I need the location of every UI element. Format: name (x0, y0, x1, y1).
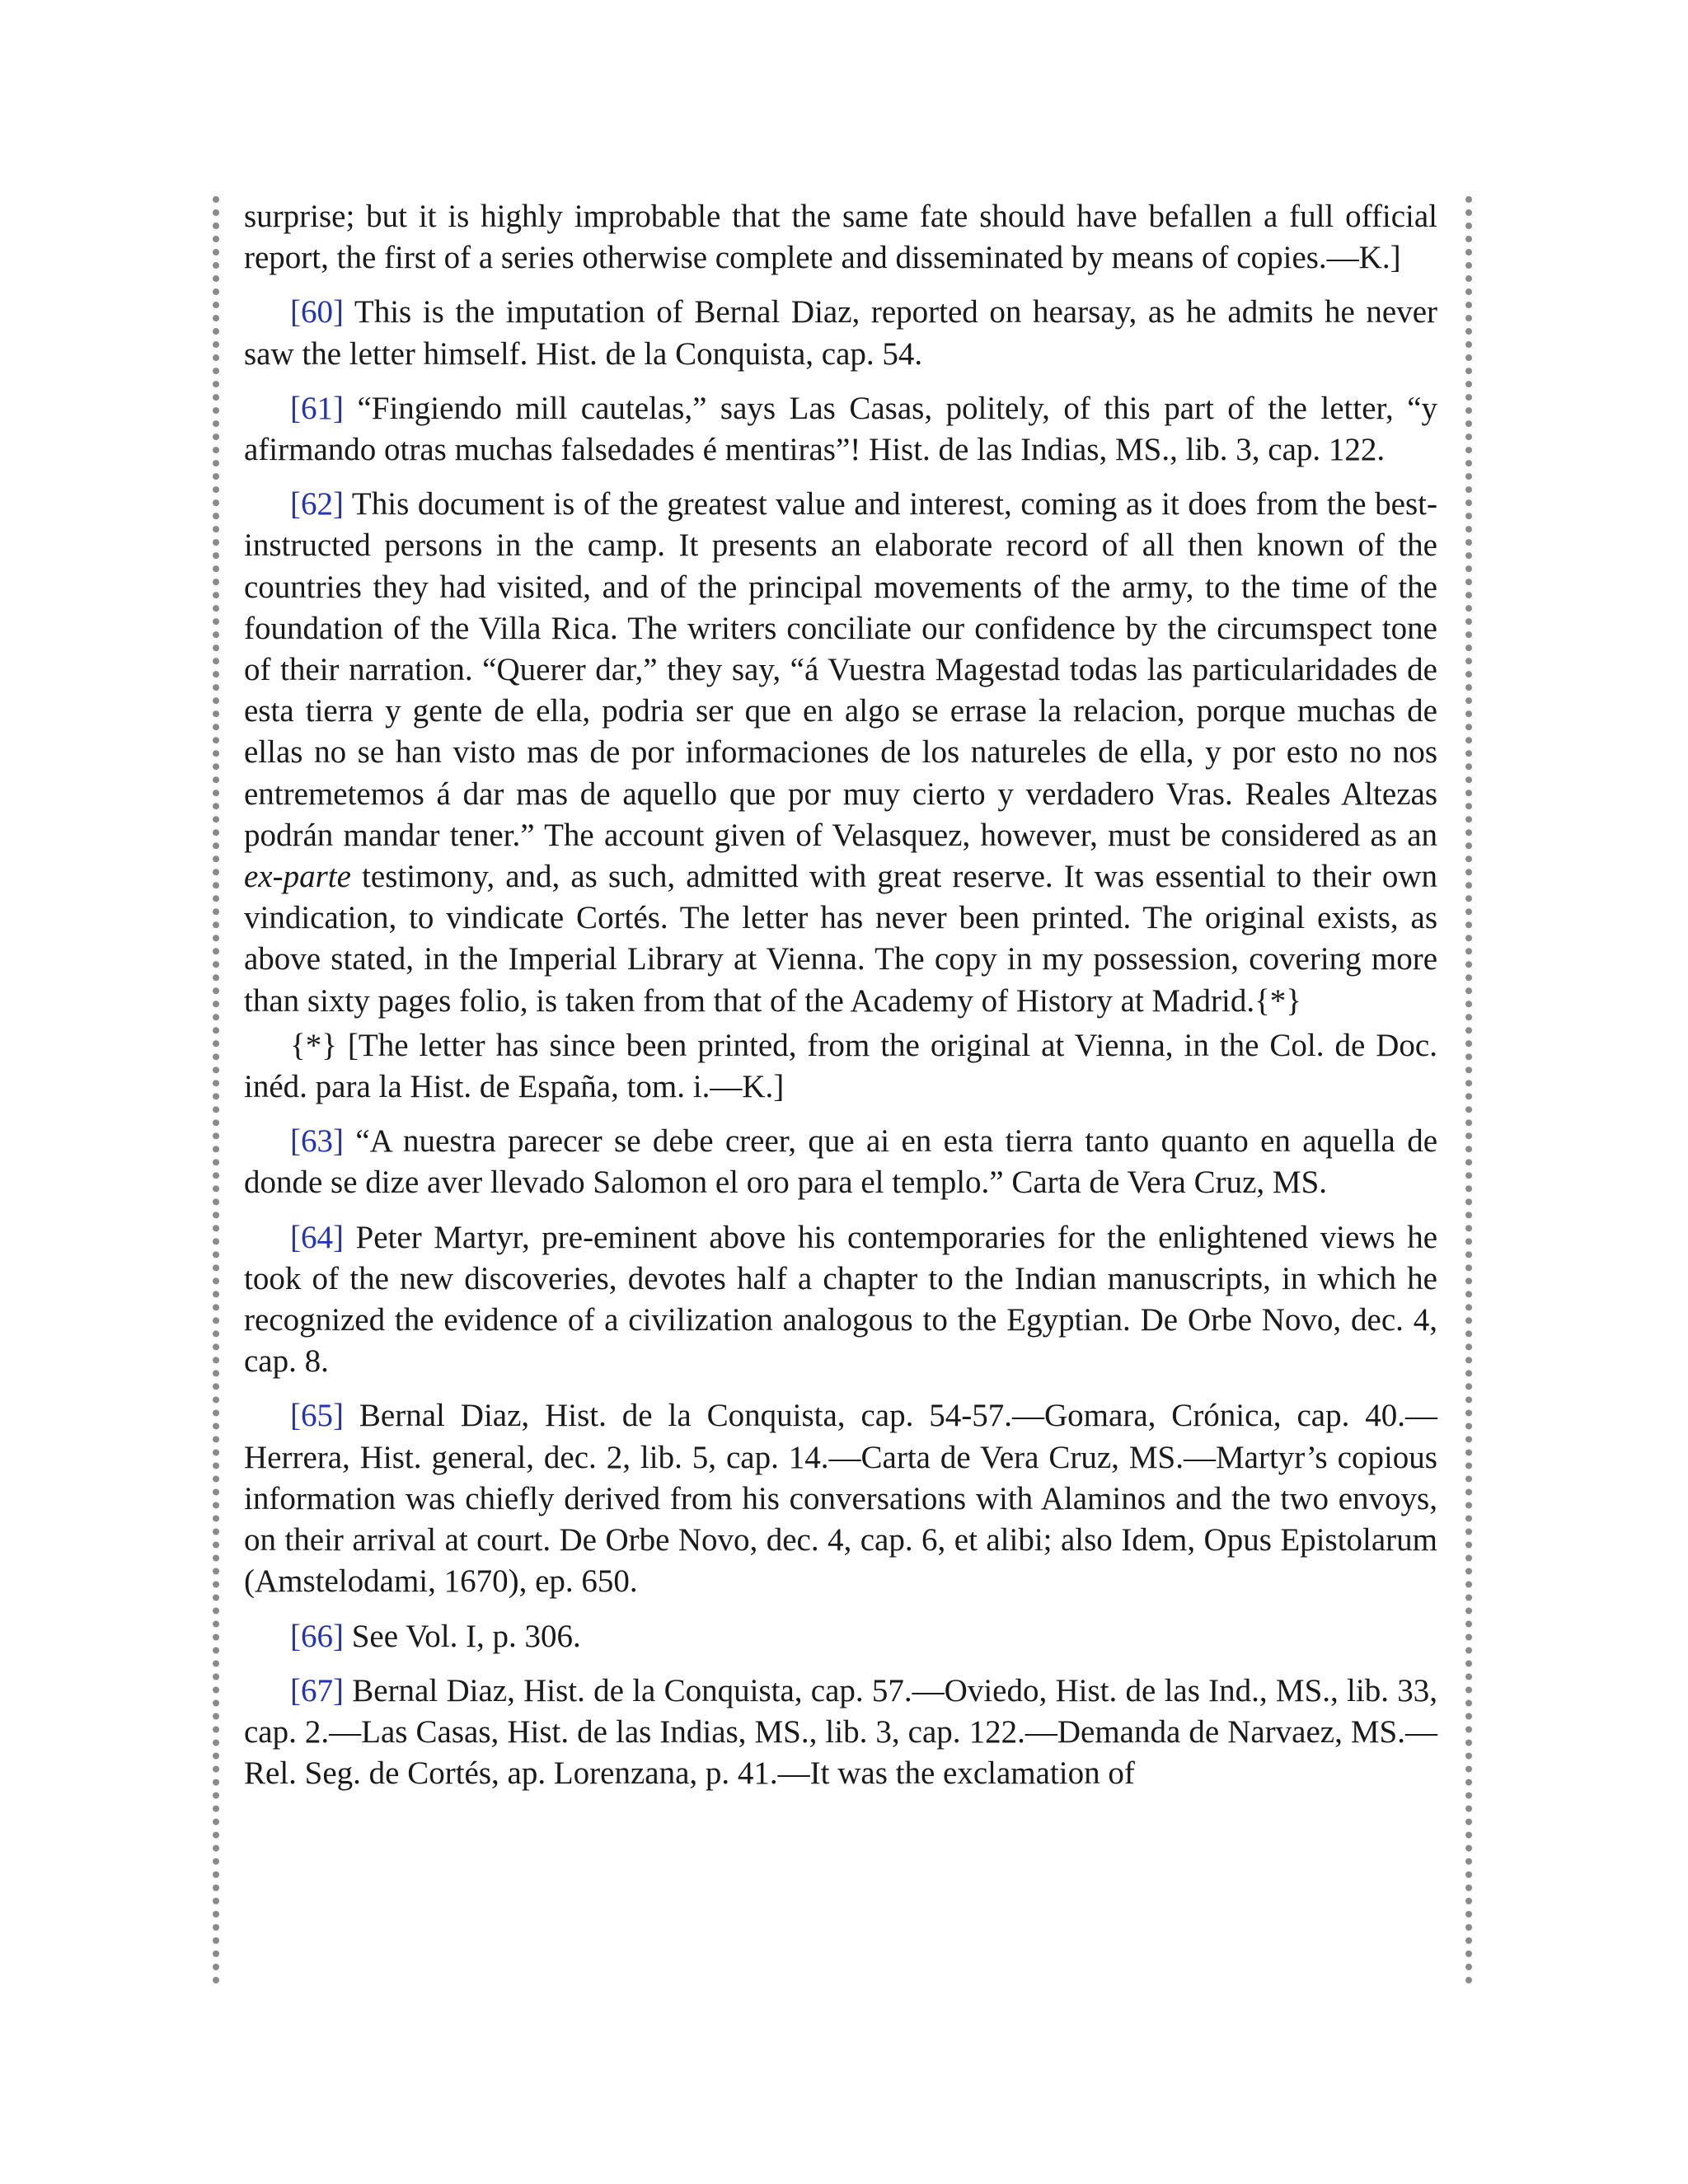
note-text: “A nuestra parecer se debe creer, que ai en esta tierra tanto quanto en aquella de donde se dize aver llevado Salomon el oro para el templo.” Carta de Vera Cruz, MS. (244, 1123, 1438, 1201)
note-text: See Vol. I, p. 306. (351, 1618, 581, 1654)
footnote-62 (244, 484, 1437, 1022)
footnote-ref-64[interactable]: [64] (290, 1219, 344, 1255)
footnote-67 (244, 1671, 1437, 1795)
note-text: Bernal Diaz, Hist. de la Conquista, cap. 54-57.—Gomara, Crónica, cap. 40.—Herrera, Hist. general, dec. 2, lib. 5, cap. 14.—Carta de Vera Cruz, MS.—Martyr’s copious information was chiefly derived from his conversations with Alaminos and the two envoys, on their arrival at court. De Orbe Novo, dec. 4, cap. 6, et alibi; also Idem, Opus Epistolarum (Amstelodami, 1670), ep. 650. (244, 1398, 1437, 1600)
note-text: This document is of the greatest value and interest, coming as it does from the best-instructed persons in the camp. It presents an elaborate record of all then known of the countries they had visited, and of the principal movements of the army, to the time of the foundation of the Villa Rica. The writers conciliate our confidence by the circumspect tone of their narration. “Querer dar,” they say, “á Vuestra Magestad todas las particularidades de esta tierra y gente de ella, podria ser que en algo se errase la relacion, porque muchas de ellas no se han visto mas de por informaciones de los natureles de ella, y por esto no nos entremetemos á dar mas de aquello que por muy cierto y verdadero Vras. Reales Altezas podrán mandar tener.” The account given of Velasquez, however, must be considered as an (244, 486, 1437, 853)
note-text: This is the imputation of Bernal Diaz, reported on hearsay, as he admits he never saw the letter himself. Hist. de la Conquista, cap. 54. (244, 294, 1438, 372)
footnote-ref-63[interactable]: [63] (290, 1123, 344, 1160)
note-text: {*} [The letter has since been printed, from the original at Vienna, in the Col. de Doc. inéd. para la Hist. de España, tom. i.—K.] (244, 1027, 1437, 1105)
footnote-60 (244, 292, 1437, 374)
note-text: Bernal Diaz, Hist. de la Conquista, cap. 57.—Oviedo, Hist. de las Ind., MS., lib. 33, cap. 2.—Las Casas, Hist. de las Indias, MS., lib. 3, cap. 122.—Demanda de Narvaez, MS.—Rel. Seg. de Cortés, ap. Lorenzana, p. 41.—It was the exclamation of (244, 1672, 1437, 1792)
italic-term: ex-parte (244, 859, 351, 895)
note-text: testimony, and, as such, admitted with great reserve. It was essential to their own vindication, to vindicate Cortés. The letter has never been printed. The original exists, as above stated, in the Imperial Library at Vienna. The copy in my possession, covering more than sixty pages folio, is taken from that of the Academy of History at Madrid.{*} (244, 859, 1438, 1019)
left-border-rule (213, 196, 219, 1985)
footnote-ref-60[interactable]: [60] (290, 294, 344, 330)
footnotes-column (244, 196, 1437, 1807)
footnote-63 (244, 1121, 1437, 1203)
footnote-continuation (244, 196, 1437, 279)
note-text: surprise; but it is highly improbable that the same fate should have befallen a full official report, the first of a series otherwise complete and disseminated by means of copies.—K.] (244, 199, 1437, 276)
footnote-ref-65[interactable]: [65] (290, 1398, 344, 1434)
right-border-rule (1465, 196, 1472, 1985)
footnote-ref-66[interactable]: [66] (290, 1618, 344, 1654)
footnote-66 (244, 1616, 1437, 1657)
footnote-ref-62[interactable]: [62] (290, 486, 344, 523)
footnote-61 (244, 388, 1437, 471)
footnote-65 (244, 1395, 1437, 1602)
sub-note-star (244, 1025, 1437, 1108)
footnote-ref-61[interactable]: [61] (290, 390, 344, 426)
note-text: “Fingiendo mill cautelas,” says Las Casas, politely, of this part of the letter, “y afirmando otras muchas falsedades é mentiras”! Hist. de las Indias, MS., lib. 3, cap. 122. (244, 390, 1438, 468)
footnote-ref-67[interactable]: [67] (290, 1672, 344, 1708)
footnote-64 (244, 1217, 1437, 1383)
note-text: Peter Martyr, pre-eminent above his contemporaries for the enlightened views he took of the new discoveries, devotes half a chapter to the Indian manuscripts, in which he recognized the evidence of a civilization analogous to the Egyptian. De Orbe Novo, dec. 4, cap. 8. (244, 1219, 1438, 1380)
